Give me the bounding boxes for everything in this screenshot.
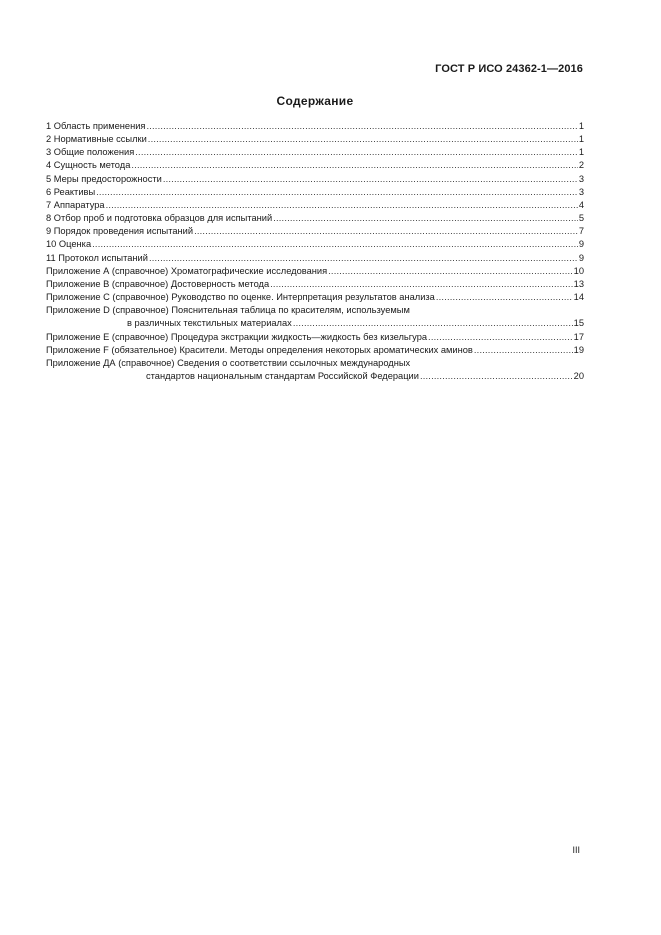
toc-entry-label: 5 Меры предосторожности (46, 173, 162, 184)
toc-entry[interactable] (46, 344, 584, 357)
dot-leader (428, 331, 573, 344)
toc-entry-label: 11 Протокол испытаний (46, 252, 148, 263)
toc-entry-page: 19 (573, 344, 584, 355)
toc-entry-page: 5 (578, 213, 584, 224)
dot-leader (270, 278, 573, 291)
toc-entry-page: 10 (573, 265, 584, 276)
toc-entry-label: 2 Нормативные ссылки (46, 134, 147, 145)
toc-entry-label-line1: Приложение ДА (справочное) Сведения о соответствии ссылочных международных (46, 357, 411, 368)
toc-entry[interactable] (46, 212, 584, 225)
dot-leader (135, 146, 578, 159)
toc-entry[interactable] (46, 173, 584, 186)
toc-entry[interactable] (46, 357, 584, 383)
toc-entry-label: Приложение А (справочное) Хроматографические исследования (46, 265, 328, 276)
toc-entry[interactable] (46, 278, 584, 291)
toc-entry-label-line2: стандартов национальным стандартам Российской Федерации (146, 370, 419, 381)
toc-entry-page: 2 (578, 160, 584, 171)
toc-entry-label: Приложение С (справочное) Руководство по оценке. Интерпретация результатов анализа (46, 292, 435, 303)
toc-entry[interactable] (46, 133, 584, 146)
toc-entry[interactable] (46, 331, 584, 344)
toc-entry[interactable] (46, 199, 584, 212)
document-header: ГОСТ Р ИСО 24362-1—2016 (435, 63, 583, 75)
dot-leader (328, 265, 573, 278)
dot-leader (194, 225, 578, 238)
toc-entry-label: Приложение Е (справочное) Процедура экстракции жидкость—жидкость без кизельгура (46, 331, 428, 342)
toc-entry-page: 1 (578, 147, 584, 158)
toc-entry-label: 3 Общие положения (46, 147, 135, 158)
dot-leader (420, 370, 573, 383)
toc-entry-label: 4 Сущность метода (46, 160, 131, 171)
toc-title: Содержание (276, 94, 354, 108)
toc-entry[interactable] (46, 120, 584, 133)
toc-entry-label: 9 Порядок проведения испытаний (46, 226, 194, 237)
page-number: III (572, 845, 580, 855)
toc-entry-label: Приложение В (справочное) Достоверность метода (46, 278, 270, 289)
dot-leader (92, 238, 578, 251)
toc-entry-page: 13 (573, 278, 584, 289)
toc-entry-page: 9 (578, 252, 584, 263)
dot-leader (96, 186, 578, 199)
toc-entry-page: 17 (573, 331, 584, 342)
toc-entry-page: 3 (578, 186, 584, 197)
toc-entry-page: 1 (578, 134, 584, 145)
toc-entry[interactable] (46, 304, 584, 330)
toc-entry[interactable] (46, 252, 584, 265)
dot-leader (436, 291, 573, 304)
toc-entry[interactable] (46, 186, 584, 199)
dot-leader (106, 199, 578, 212)
dot-leader (163, 173, 578, 186)
dot-leader (273, 212, 578, 225)
dot-leader (474, 344, 573, 357)
toc-entry-label: 10 Оценка (46, 239, 92, 250)
dot-leader (149, 252, 578, 265)
dot-leader (148, 133, 578, 146)
toc-entry-page: 4 (578, 199, 584, 210)
toc-entry-label: Приложение F (обязательное) Красители. Методы определения некоторых ароматических аминов (46, 344, 473, 355)
toc-entry-label: 7 Аппаратура (46, 199, 105, 210)
toc-entry[interactable] (46, 146, 584, 159)
toc-entry[interactable] (46, 291, 584, 304)
toc-entry-page: 1 (578, 121, 584, 131)
toc-entry-page: 7 (578, 226, 584, 237)
toc-entry[interactable] (46, 159, 584, 172)
toc-entry[interactable] (46, 225, 584, 238)
toc-entry-page: 20 (573, 370, 584, 381)
toc-entry[interactable] (46, 238, 584, 251)
toc-entry-page: 3 (578, 173, 584, 184)
dot-leader (146, 120, 577, 133)
toc-entry-label: 6 Реактивы (46, 186, 96, 197)
dot-leader (293, 317, 573, 330)
table-of-contents (46, 120, 584, 383)
toc-entry[interactable] (46, 265, 584, 278)
toc-entry-label: 8 Отбор проб и подготовка образцов для испытаний (46, 213, 273, 224)
toc-entry-page: 9 (578, 239, 584, 250)
toc-entry-label-line1: Приложение D (справочное) Пояснительная таблица по красителям, используемым (46, 305, 410, 316)
toc-entry-label-line2: в различных текстильных материалах (127, 318, 292, 329)
toc-entry-page: 14 (573, 292, 584, 303)
toc-entry-label: 1 Область применения (46, 121, 146, 131)
toc-entry-page: 15 (573, 318, 584, 329)
dot-leader (131, 159, 577, 172)
